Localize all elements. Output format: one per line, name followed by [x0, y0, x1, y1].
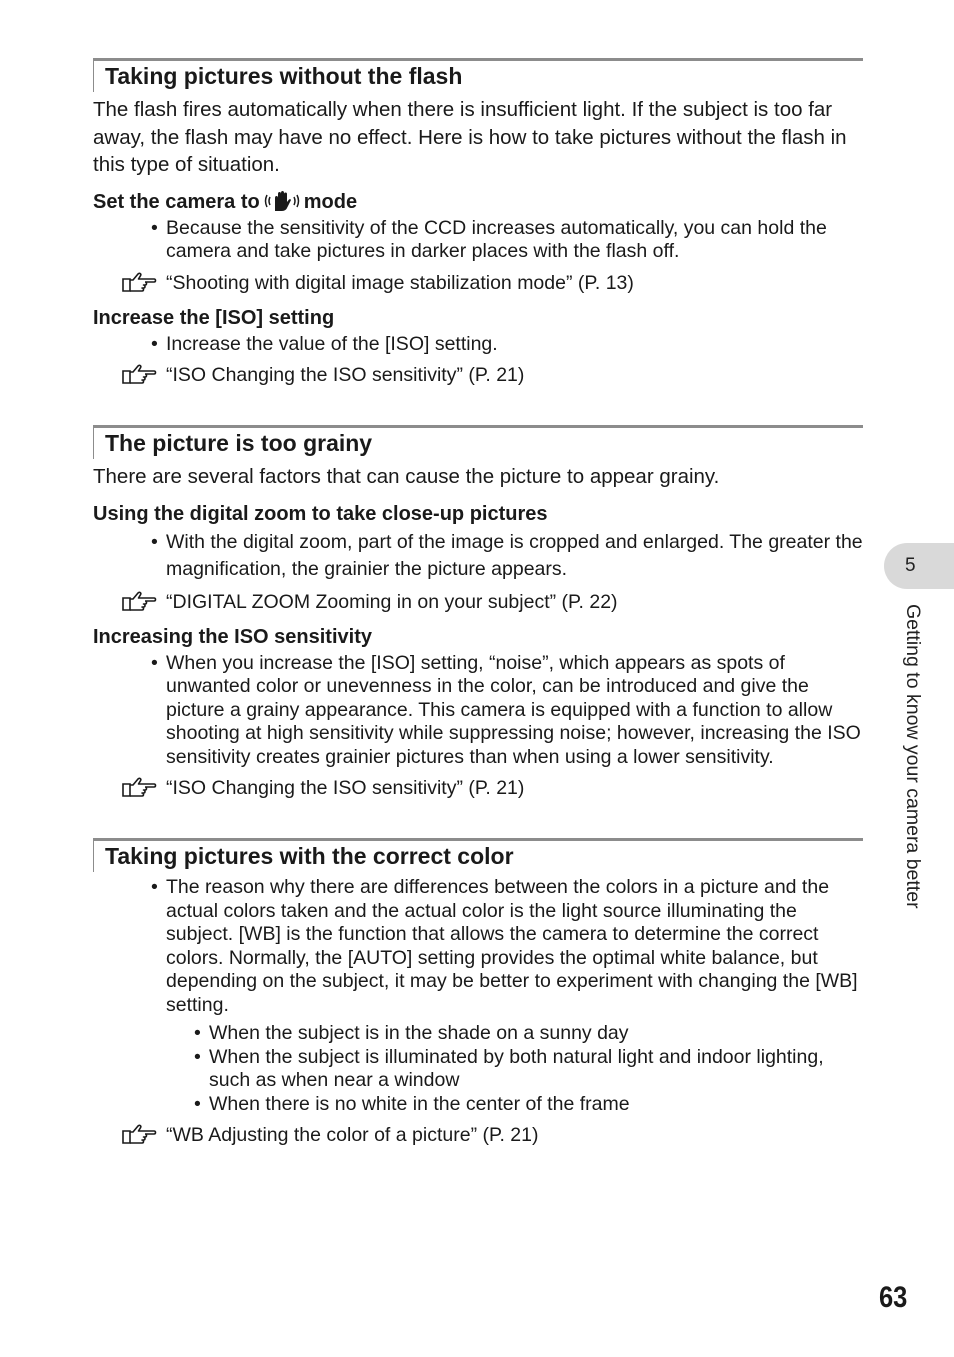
section-grainy — [93, 425, 863, 800]
page-reference — [93, 1123, 863, 1147]
page-content — [93, 58, 863, 1147]
pointing-hand-icon — [121, 1124, 157, 1146]
bullet-dot: • — [151, 332, 158, 355]
reference-text: “ISO Changing the ISO sensitivity” (P. 21) — [166, 364, 525, 386]
page-reference — [93, 363, 863, 387]
reference-text: “WB Adjusting the color of a picture” (P. 21) — [166, 1124, 539, 1146]
subheading-text-after: mode — [303, 190, 358, 213]
subheading-text-before: Set the camera to — [93, 190, 260, 213]
subheading-stabilization-mode — [93, 189, 863, 215]
chapter-title-vertical: Getting to know your camera better — [902, 604, 924, 909]
section-no-flash — [93, 58, 863, 387]
section-spacer — [93, 800, 863, 838]
bullet-dot: • — [194, 1022, 201, 1044]
bullet-item — [93, 529, 863, 583]
subheading-iso-setting: Increase the [ISO] setting — [93, 306, 335, 329]
pointing-hand-icon — [121, 364, 157, 386]
pointing-hand-icon — [121, 272, 157, 294]
bullet-item — [93, 876, 863, 1017]
page-reference — [93, 776, 863, 800]
bullet-dot: • — [151, 651, 158, 674]
page-reference — [93, 271, 863, 295]
bullet-dot: • — [194, 1092, 201, 1115]
pointing-hand-icon — [121, 591, 157, 613]
reference-text: “Shooting with digital image stabilization mode” (P. 13) — [166, 271, 634, 294]
page-number: 63 — [879, 1281, 908, 1314]
reference-text: “DIGITAL ZOOM Zooming in on your subject” (P. 22) — [166, 590, 618, 613]
bullet-text: When you increase the [ISO] setting, “noise”, which appears as spots of unwanted color or unevenness in the color, can be introduced and give the picture a grainy appearance. This camera is equipped with a function to allow shooting at high sensitivity while suppressing noise; however, increasing the ISO sensitivity creates grainier pictures than when using a lower sensitivity. — [166, 651, 861, 768]
bullet-text: Because the sensitivity of the CCD increases automatically, you can hold the camera and take pictures in darker places with the flash off. — [166, 216, 827, 262]
reference-text: “ISO Changing the ISO sensitivity” (P. 21) — [166, 777, 525, 799]
pointing-hand-icon — [121, 777, 157, 799]
subheading-digital-zoom: Using the digital zoom to take close-up pictures — [93, 502, 548, 525]
bullet-dot: • — [151, 530, 158, 553]
section-title: The picture is too grainy — [93, 425, 863, 459]
subheading-iso-sensitivity: Increasing the ISO sensitivity — [93, 625, 372, 648]
sub-bullet-item — [93, 1093, 863, 1117]
bullet-item — [93, 652, 863, 770]
bullet-text: With the digital zoom, part of the image is cropped and enlarged. The greater the magnification, the grainier the picture appears. — [166, 530, 863, 580]
chapter-tab — [884, 543, 954, 589]
bullet-dot: • — [151, 216, 158, 239]
section-intro: There are several factors that can cause the picture to appear grainy. — [93, 465, 720, 488]
sub-bullet-text: When the subject is in the shade on a sunny day — [209, 1022, 629, 1044]
section-title: Taking pictures with the correct color — [93, 838, 863, 872]
section-title: Taking pictures without the flash — [93, 58, 863, 92]
sub-bullet-text: When the subject is illuminated by both natural light and indoor lighting, such as when near a window — [209, 1045, 824, 1091]
image-stabilization-hand-icon — [264, 190, 300, 212]
section-correct-color — [93, 838, 863, 1147]
section-intro: The flash fires automatically when there is insufficient light. If the subject is too far away, the flash may have no effect. Here is how to take pictures without the flash in this type of situation. — [93, 98, 847, 176]
chapter-number: 5 — [905, 555, 916, 576]
bullet-text: The reason why there are differences between the colors in a picture and the actual colors taken and the actual color is the light source illuminating the subject. [WB] is the function that allows the camera to determine the correct colors. Normally, the [AUTO] setting provides the optimal white balance, but depending on the subject, it may be better to experiment with changing the [WB] setting. — [166, 876, 858, 1016]
bullet-item — [93, 217, 863, 264]
bullet-dot: • — [151, 876, 158, 898]
section-spacer — [93, 387, 863, 425]
sub-bullet-item — [93, 1022, 863, 1046]
sub-bullet-text: When there is no white in the center of the frame — [209, 1092, 630, 1115]
page-reference — [93, 590, 863, 614]
bullet-dot: • — [194, 1045, 201, 1068]
sub-bullet-item — [93, 1046, 863, 1093]
bullet-item — [93, 333, 863, 357]
bullet-text: Increase the value of the [ISO] setting. — [166, 332, 498, 355]
